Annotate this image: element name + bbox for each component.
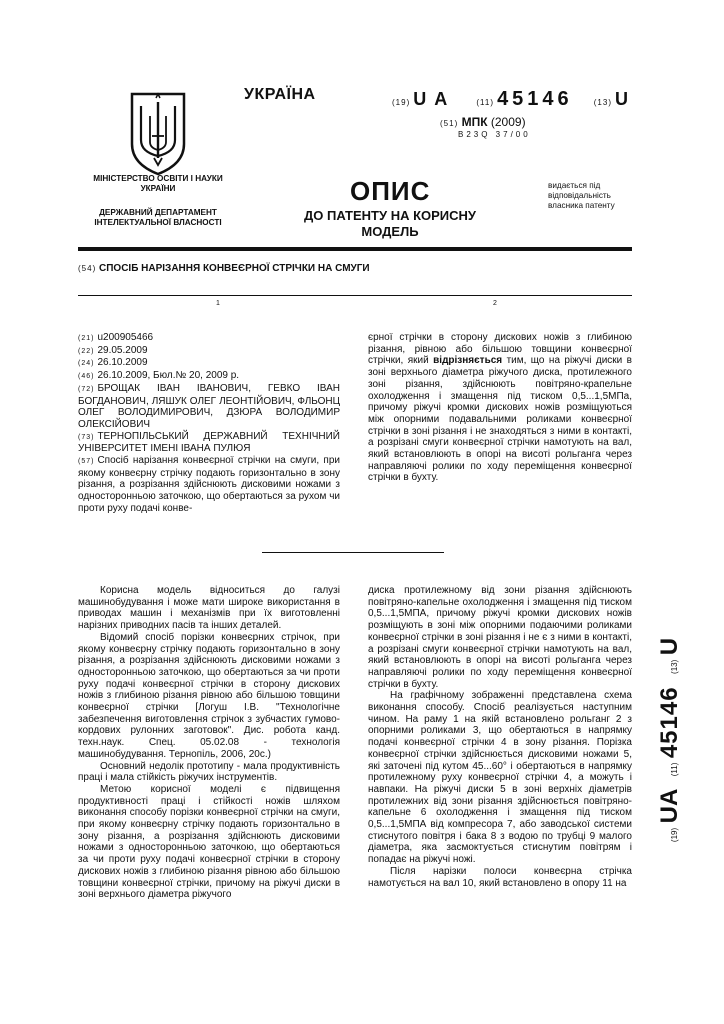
- title-divider: [78, 295, 632, 296]
- bib-text: 29.05.2009: [97, 344, 148, 356]
- bib-field: [78, 332, 340, 345]
- paragraph: Основний недолік прототипу - мала продуктивність праці і мала стійкість ріжучих інструментів.: [78, 760, 340, 784]
- bib-text: БРОЩАК ІВАН ІВАНОВИЧ, ГЕВКО ІВАН БОГДАНОВИЧ, ЛЯШУК ОЛЕГ ЛЕОНТІЙОВИЧ, ФЛЬОНЦ ОЛЕГ ВОЛОДИМИРОВИЧ, ДЗЮРА ВОЛОДИМИР ОЛЕКСІЙОВИЧ: [78, 382, 340, 430]
- side-patent-number-text: [656, 638, 684, 842]
- claim-text-2: тим, що на ріжучі диски в зоні верхнього діаметра ріжучого диска, протилежного зоні різання, здійснюють повітряно-крапельне охолодження і змащення під тиском 0,5...1,5МПа, причому ріжучі кромки дискових ножів розміщуються між опорними подавальними роликами конвеєрної стрічки в зоні різання і не знаходяться з ними в контакті, а розрізані смуги конвеєрної стрічки намотують на вал, який встановлюють в опорі на висоті рольганга через направляючі ролики по ходу переміщення конвеєрної стрічки в бухту.: [368, 355, 632, 484]
- mpk-label: МПК: [461, 115, 488, 129]
- mpk-year: (2009): [490, 115, 526, 129]
- claim-continued: [368, 332, 632, 484]
- country-code: UA: [413, 89, 456, 109]
- bib-code: (73): [78, 433, 95, 441]
- bib-field: [78, 345, 340, 358]
- paragraph: Метою корисної моделі є підвищення продуктивності праці і стійкості ножів шляхом виконання способу порізки конвеєрної стрічки на смуги, при якому конвеєрну стрічку подають горизонтально в зону різання, а розрізання здійснюють дисковими ножами з односторонньою заточкою, що обертаються за чи проти руху подачі конвеєрної стрічки в сторону дискових ножів з глибиною різання рівною або більшою товщини конвеєрної стрічки, причому на ріжучі диски в зоні верхнього діаметра ріжучого: [78, 783, 340, 901]
- paragraph: диска протилежному від зони різання здійснюють повітряно-капельне охолодження і змащення під тиском 0,5...1,5МПА, причому ріжучі кромки дискових ножів розміщують в зоні між опорними подаючими роликами конвеєрної стрічки в зоні різання і не є з ними в контакті, а розрізані смуги конвеєрної стрічки намотують на вал, який встановлюють в опорі на висоті рольганга через направляючі ролики по ходу переміщення конвеєрної стрічки в бухту.: [368, 585, 632, 690]
- patent-number: 45146: [497, 88, 573, 110]
- bib-text: 26.10.2009: [97, 357, 148, 369]
- document-kind: U: [615, 89, 629, 109]
- paragraph: Корисна модель відноситься до галузі машинобудування і може мати широке використання в приводах машин і механізмів при їх виготовленні нарізних приводних пасів та інших деталей.: [78, 585, 340, 632]
- section-divider: [262, 552, 444, 553]
- bib-field: [78, 383, 340, 431]
- side-number: 45146: [656, 686, 683, 759]
- description-right-column: [368, 585, 632, 889]
- side-patent-number: [640, 590, 698, 890]
- paragraph: На графічному зображенні представлена схема виконання способу. Спосіб реалізується наступним чином. На раму 1 на якій встановлено рольганг 2 з опорними роликами 3, що обертаються в напрямку подачі конвеєрної стрічки 4 в зону різання. Порізка конвеєрної стрічки здійснюється дисковими ножами 5, які заточені під кутом 45...60° і обертаються в напрямку протилежному руху конвеєрної стрічки 4, а можуть і навпаки. На ріжучі диски 5 в зоні верхніх діаметрів протилежних від зони різання здійснюється повітряно-капельне 6 охолодження і змащення під тиском 0,5...1,5МПА від компресора 7, або заводської системи стиснутого повітря і бака 8 з водою по трубці 9 малого діаметра, яка засмоктується стиснутим повітрям і попадає на ріжучі ножі.: [368, 690, 632, 866]
- side-kind: U: [656, 637, 683, 656]
- column-number-2: 2: [493, 300, 497, 307]
- bib-code: (46): [78, 373, 95, 381]
- ipc-line: [440, 115, 526, 129]
- coat-of-arms-icon: [128, 92, 188, 176]
- ipc-class: B23Q 37/00: [458, 130, 531, 139]
- document-title: ОПИС: [350, 176, 431, 206]
- invention-title-text: СПОСІБ НАРІЗАННЯ КОНВЕЄРНОЇ СТРІЧКИ НА СМУГИ: [99, 263, 370, 274]
- department-name: ДЕРЖАВНИЙ ДЕПАРТАМЕНТ ІНТЕЛЕКТУАЛЬНОЇ ВЛАСНОСТІ: [94, 208, 222, 227]
- country-name: УКРАЇНА: [244, 86, 316, 103]
- bib-text: 26.10.2009, Бюл.№ 20, 2009 р.: [97, 370, 240, 382]
- bib-field: [78, 357, 340, 370]
- issued-note: видається під відповідальність власника патенту: [548, 181, 615, 210]
- bib-code: (57): [78, 458, 95, 466]
- header-divider: [78, 247, 632, 251]
- document-code-line: [392, 88, 628, 111]
- description-left-column: [78, 585, 340, 901]
- bib-field: [78, 455, 340, 515]
- code-51: (51): [440, 119, 459, 128]
- bib-field: [78, 431, 340, 455]
- claim-emphasis: відрізняється: [433, 355, 503, 367]
- bib-code: (22): [78, 347, 95, 355]
- code-54: (54): [78, 264, 97, 273]
- ministry-name: МІНІСТЕРСТВО ОСВІТИ І НАУКИ УКРАЇНИ: [93, 174, 223, 193]
- code-19: (19): [392, 98, 411, 107]
- bib-text: u200905466: [97, 332, 154, 343]
- bib-text: Спосіб нарізання конвеєрної стрічки на смуги, при якому конвеєрну стрічку подають горизонтально в зону різання, а розрізання здійснюють дисковими ножами з односторонньою заточкою, що обертаються за рухом чи проти руху подачі конве-: [78, 455, 340, 514]
- paragraph: Після нарізки полоси конвеєрна стрічка намотується на вал 10, який встановлено в опору 11 на: [368, 865, 632, 889]
- bib-field: [78, 370, 340, 383]
- side-code-13: (13): [670, 659, 679, 674]
- code-13: (13): [593, 98, 612, 107]
- bibliographic-data: [78, 332, 340, 515]
- bib-text: ТЕРНОПІЛЬСЬКИЙ ДЕРЖАВНИЙ ТЕХНІЧНИЙ УНІВЕРСИТЕТ ІМЕНІ ІВАНА ПУЛЮЯ: [78, 430, 340, 455]
- claim-text-1: єрної стрічки в сторону дискових ножів з глибиною різання, рівною або більшою товщини конвеєрної стрічки, який: [368, 332, 632, 367]
- bib-code: (24): [78, 360, 95, 368]
- invention-title: [78, 263, 370, 274]
- side-country-code: UA: [656, 788, 683, 824]
- document-subtitle: ДО ПАТЕНТУ НА КОРИСНУ МОДЕЛЬ: [303, 208, 477, 239]
- side-code-19: (19): [670, 827, 679, 843]
- side-code-11: (11): [670, 762, 679, 777]
- paragraph: Відомий спосіб порізки конвеєрних стрічок, при якому конвеєрну стрічку подають горизонтально в зону різання, а розрізання здійснюють дисковими ножами з односторонньою заточкою, що обертаються за чи проти руху подачі конвеєрної стрічки в сторону дискових ножів з глибиною різання рівною або більшою товщини конвеєрної стрічки [Логуш І.В. "Технологічне забезпечення виготовлення стрічок з зубчастих гумово-кордових рулонних заготовок". Дис. робота канд. техн.наук. Спец. 05.02.08 - технологія машинобудування. Тернопіль, 2006, 20с.): [78, 631, 340, 760]
- bib-code: (21): [78, 335, 95, 342]
- code-11: (11): [476, 98, 494, 107]
- column-number-1: 1: [216, 300, 220, 307]
- bib-code: (72): [78, 385, 95, 393]
